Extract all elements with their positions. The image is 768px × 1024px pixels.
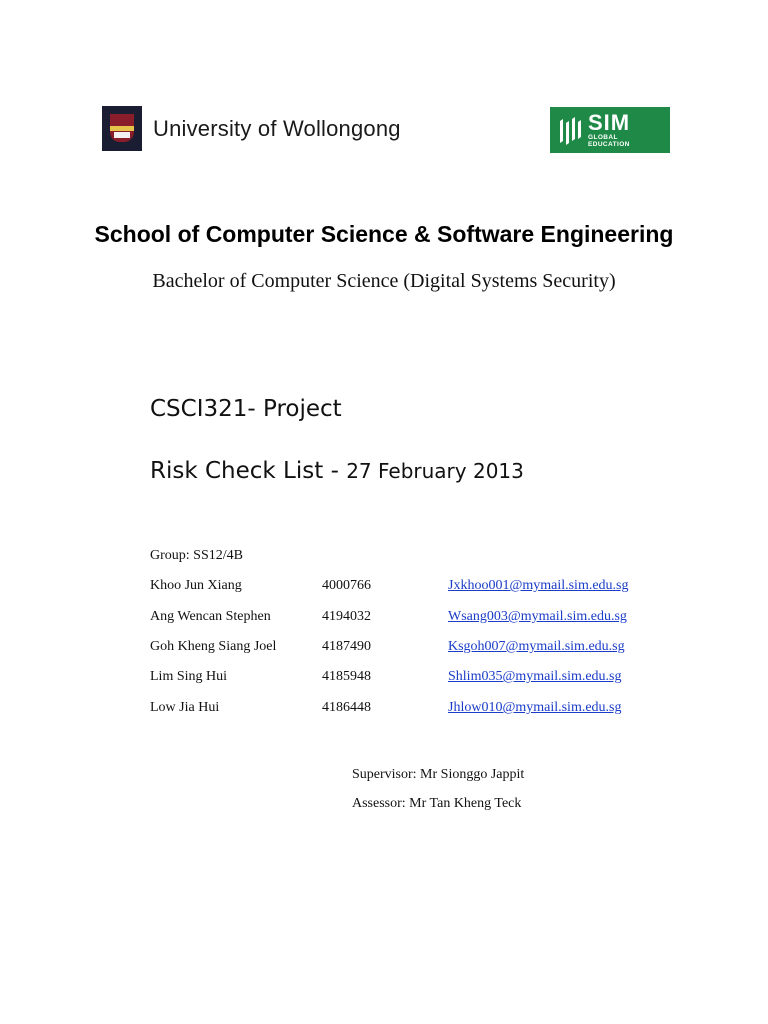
- sim-text: [588, 109, 631, 149]
- degree-subheading: Bachelor of Computer Science (Digital Systems Security): [152, 270, 616, 292]
- member-row: [150, 609, 710, 627]
- course-title: CSCI321- Project: [150, 396, 342, 422]
- sim-big-text: SIM: [588, 109, 631, 135]
- member-name: Lim Sing Hui: [150, 669, 228, 684]
- school-heading: School of Computer Science & Software Engineering: [94, 221, 674, 247]
- document-title: [150, 458, 524, 484]
- member-row: [150, 669, 710, 687]
- supervisor-line: Supervisor: Mr Sionggo Jappit: [352, 767, 525, 782]
- uow-crest-icon: [102, 106, 142, 151]
- member-name: Ang Wencan Stephen: [150, 609, 271, 624]
- member-name: Khoo Jun Xiang: [150, 578, 242, 593]
- group-label: Group: SS12/4B: [150, 548, 243, 563]
- assessor-line: Assessor: Mr Tan Kheng Teck: [352, 796, 522, 811]
- member-student-id: 4185948: [322, 669, 371, 684]
- document-date: 27 February 2013: [346, 459, 524, 483]
- member-student-id: 4187490: [322, 639, 371, 654]
- member-email-link[interactable]: Ksgoh007@mymail.sim.edu.sg: [448, 639, 625, 654]
- member-email-link[interactable]: Wsang003@mymail.sim.edu.sg: [448, 609, 627, 624]
- member-row: [150, 578, 710, 596]
- uow-name-text: University of Wollongong: [153, 115, 401, 141]
- member-email-link[interactable]: Jxkhoo001@mymail.sim.edu.sg: [448, 578, 629, 593]
- document-title-text: Risk Check List -: [150, 458, 347, 484]
- member-student-id: 4000766: [322, 578, 371, 593]
- university-of-wollongong-logo: [102, 106, 401, 151]
- sim-mark-icon: [550, 107, 588, 153]
- member-email-link[interactable]: Shlim035@mymail.sim.edu.sg: [448, 669, 622, 684]
- sim-global-education-logo: [550, 107, 670, 153]
- sim-education-text: EDUCATION: [588, 141, 630, 148]
- member-email-link[interactable]: Jhlow010@mymail.sim.edu.sg: [448, 700, 622, 715]
- member-row: [150, 700, 710, 718]
- member-name: Low Jia Hui: [150, 700, 220, 715]
- member-student-id: 4194032: [322, 609, 371, 624]
- member-name: Goh Kheng Siang Joel: [150, 639, 277, 654]
- member-row: [150, 639, 710, 657]
- member-student-id: 4186448: [322, 700, 371, 715]
- sim-global-text: GLOBAL: [588, 133, 618, 141]
